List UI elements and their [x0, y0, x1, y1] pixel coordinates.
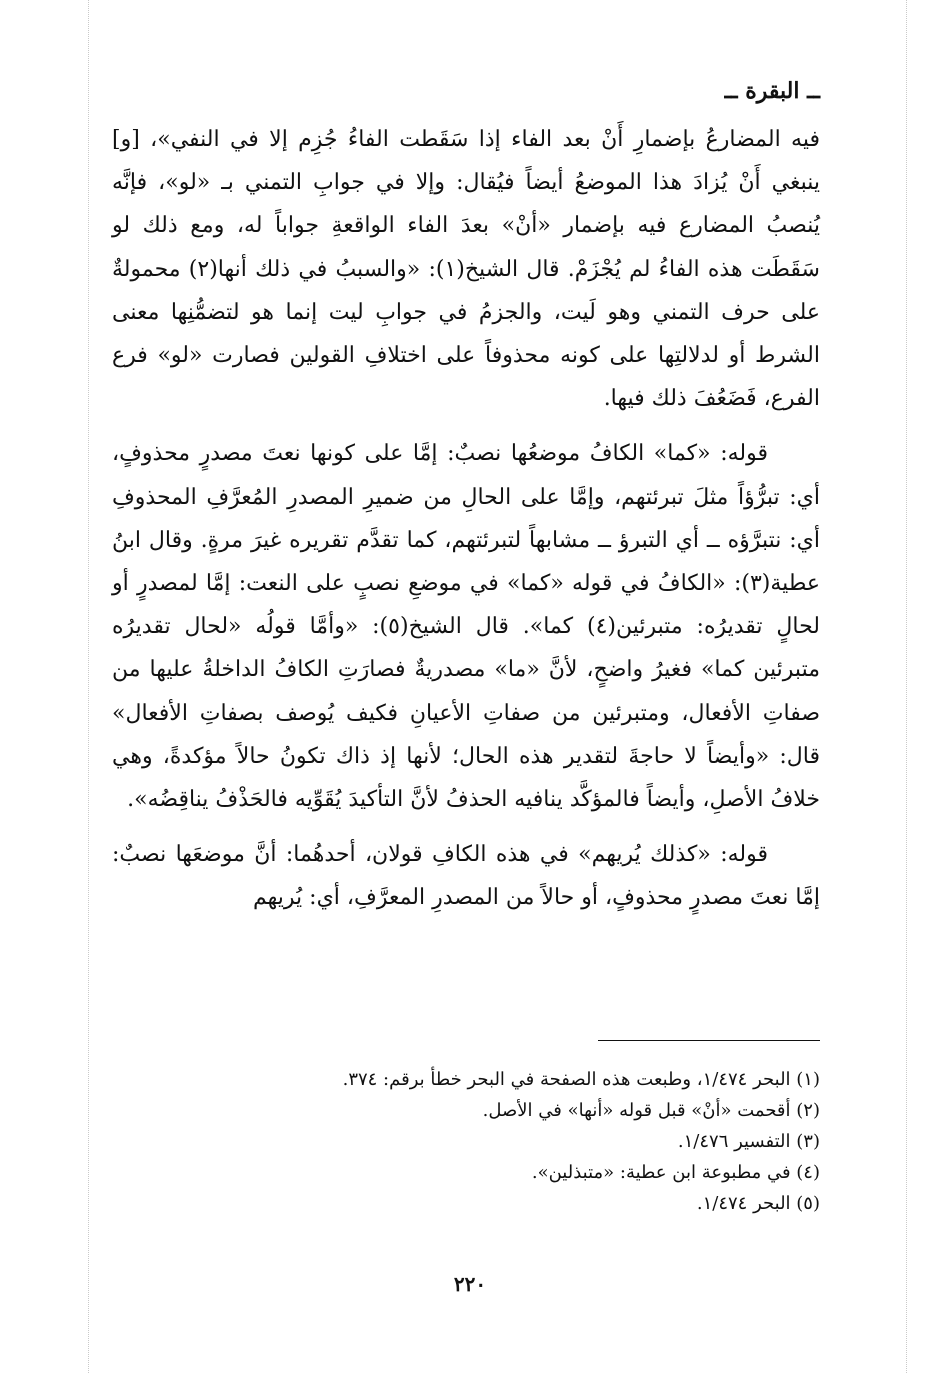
footnote: (٤) في مطبوعة ابن عطية: «متبذلين». [531, 1162, 820, 1183]
scan-dotted-guide [906, 0, 907, 1373]
scan-dotted-guide [88, 0, 89, 1373]
paragraph: قوله: «كذلك يُريهم» في هذه الكافِ قولان، أحدهُما: أنَّ موضعَها نصبٌ: إمَّا نعتَ مصدرٍ محذوفٍ، أو حالاً من المصدرِ المعرَّفِ، أي: يُريهم [112, 842, 820, 911]
footnote: (١) البحر ١/٤٧٤، وطبعت هذه الصفحة في البحر خطأ برقم: ٣٧٤. [342, 1069, 820, 1090]
footnotes [112, 1064, 820, 1219]
footnote: (٥) البحر ١/٤٧٤. [696, 1193, 820, 1214]
footnote: (٣) التفسير ١/٤٧٦. [677, 1131, 820, 1152]
main-text [112, 118, 820, 920]
running-header: ــ البقرة ــ [724, 78, 820, 104]
paragraph: فيه المضارعُ بإضمارِ أَنْ بعد الفاء إذا سَقَطت الفاءُ جُزِم إلا في النفي»، [و] ينبغي أَنْ يُزادَ هذا الموضعُ أيضاً فيُقال: وإلا في جوابِ التمني بـ «لو»، فإنَّه يُنصبُ المضارع فيه بإضمار «أنْ» بعدَ الفاء الواقعةِ جواباً له، ومع ذلك لو سَقَطَت هذه الفاءُ لم يُجْزَمْ. قال الشيخ(١): «والسببُ في ذلك أنها(٢) محمولةٌ على حرف التمني وهو لَيت، والجزمُ في جوابِ ليت إنما هو لتضمُّنِها معنى الشرط أو لدلالتِها على كونه محذوفاً على اختلافِ القولين فصارت «لو» فرع الفرع، فَضَعُفَ ذلك فيها. [112, 127, 820, 412]
footnote-separator [598, 1040, 820, 1041]
paragraph: قوله: «كما» الكافُ موضعُها نصبٌ: إمَّا على كونها نعتَ مصدرٍ محذوفٍ، أي: تبرُّؤاً مثلَ تبرئتهم، وإمَّا على الحالِ من ضميرِ المصدرِ المُعرَّفِ المحذوفِ أي: نتبرَّؤه ــ أي التبرؤ ــ مشابهاً لتبرئتهم، كما تقدَّم تقريره غيرَ مرةٍ. وقال ابنُ عطية(٣): «الكافُ في قوله «كما» في موضعِ نصبٍ على النعت: إمَّا لمصدرٍ أو لحالٍ تقديرُه: متبرئين(٤) كما». قال الشيخ(٥): «وأمَّا قولُه «لحال تقديرُه متبرئين كما» فغيرُ واضحٍ، لأنَّ «ما» مصدريةٌ فصارَتِ الكافُ الداخلةُ عليها من صفاتِ الأفعال، ومتبرئين من صفاتِ الأعيانِ فكيف يُوصف بصفاتِ الأفعال» قال: «وأيضاً لا حاجةَ لتقدير هذه الحال؛ لأنها إذ ذاك تكونُ حالاً مؤكدةً، وهي خلافُ الأصلِ، وأيضاً فالمؤكَّد ينافيه الحذفُ لأنَّ التأكيدَ يُقَوِّيه فالحَذْفُ يناقِضُه». [112, 441, 821, 813]
footnote: (٢) أقحمت «أنْ» قبل قوله «أنها» في الأصل. [482, 1100, 820, 1121]
page-number: ٢٢٠ [453, 1272, 487, 1296]
